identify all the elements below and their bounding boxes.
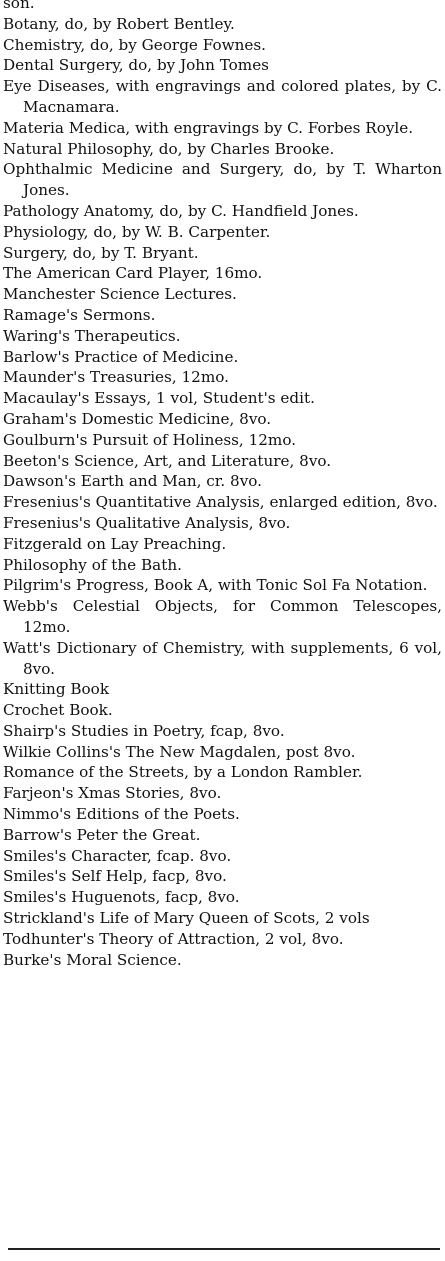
list-item: Manchester Science Lectures. <box>3 285 237 304</box>
list-item: Graham's Domestic Medicine, 8vo. <box>3 409 272 428</box>
list-item: Farjeon's Xmas Stories, 8vo. <box>3 784 222 803</box>
list-item: Smiles's Huguenots, facp, 8vo. <box>3 888 240 907</box>
list-item: Knitting Book <box>3 680 110 699</box>
list-item: Dawson's Earth and Man, cr. 8vo. <box>3 472 262 491</box>
list-item: The American Card Player, 16mo. <box>3 264 263 283</box>
list-item: Ramage's Sermons. <box>3 305 156 324</box>
list-item: son. <box>3 0 35 12</box>
list-item: Chemistry, do, by George Fownes. <box>3 35 266 54</box>
list-item: Barrow's Peter the Great. <box>3 825 201 844</box>
list-item: Pathology Anatomy, do, by C. Handfield Jones. <box>3 201 359 220</box>
list-item: Surgery, do, by T. Bryant. <box>3 243 199 262</box>
list-item: Botany, do, by Robert Bentley. <box>3 14 235 33</box>
book-list <box>3 0 442 970</box>
list-item: Todhunter's Theory of Attraction, 2 vol, 8vo. <box>3 929 344 948</box>
list-item: Strickland's Life of Mary Queen of Scots, 2 vols <box>3 909 370 928</box>
list-item: Goulburn's Pursuit of Holiness, 12mo. <box>3 430 297 449</box>
list-item: Fitzgerald on Lay Preaching. <box>3 534 227 553</box>
list-item: Macaulay's Essays, 1 vol, Student's edit. <box>3 389 315 408</box>
list-item: Romance of the Streets, by a London Rambler. <box>3 763 363 782</box>
list-item: Wilkie Collins's The New Magdalen, post 8vo. <box>3 742 356 761</box>
list-item: Fresenius's Quantitative Analysis, enlarged edition, 8vo. <box>3 493 438 512</box>
list-item: Materia Medica, with engravings by C. Forbes Royle. <box>3 118 414 137</box>
bottom-rule <box>8 1248 440 1250</box>
list-item: Beeton's Science, Art, and Literature, 8vo. <box>3 451 332 470</box>
list-item: Waring's Therapeutics. <box>3 326 181 345</box>
list-item: Dental Surgery, do, by John Tomes <box>3 56 269 75</box>
list-item: Barlow's Practice of Medicine. <box>3 347 239 366</box>
list-item: Pilgrim's Progress, Book A, with Tonic Sol Fa Notation. <box>3 576 428 595</box>
list-item: Shairp's Studies in Poetry, fcap, 8vo. <box>3 721 285 740</box>
list-item: Watt's Dictionary of Chemistry, with supplements, 6 vol, 8vo. <box>3 638 442 678</box>
list-item: Maunder's Treasuries, 12mo. <box>3 368 229 387</box>
list-item: Burke's Moral Science. <box>3 950 182 969</box>
list-item: Natural Philosophy, do, by Charles Brooke. <box>3 139 335 158</box>
list-item: Philosophy of the Bath. <box>3 555 182 574</box>
list-item: Physiology, do, by W. B. Carpenter. <box>3 222 271 241</box>
list-item: Ophthalmic Medicine and Surgery, do, by T. Wharton Jones. <box>3 160 442 200</box>
list-item: Nimmo's Editions of the Poets. <box>3 805 240 824</box>
list-item: Eye Diseases, with engravings and colored plates, by C. Macnamara. <box>3 77 442 116</box>
list-item: Crochet Book. <box>3 701 113 720</box>
list-item: Webb's Celestial Objects, for Common Telescopes, 12mo. <box>3 597 442 636</box>
list-item: Smiles's Character, fcap. 8vo. <box>3 846 232 865</box>
list-item: Fresenius's Qualitative Analysis, 8vo. <box>3 513 291 532</box>
list-item: Smiles's Self Help, facp, 8vo. <box>3 867 227 886</box>
